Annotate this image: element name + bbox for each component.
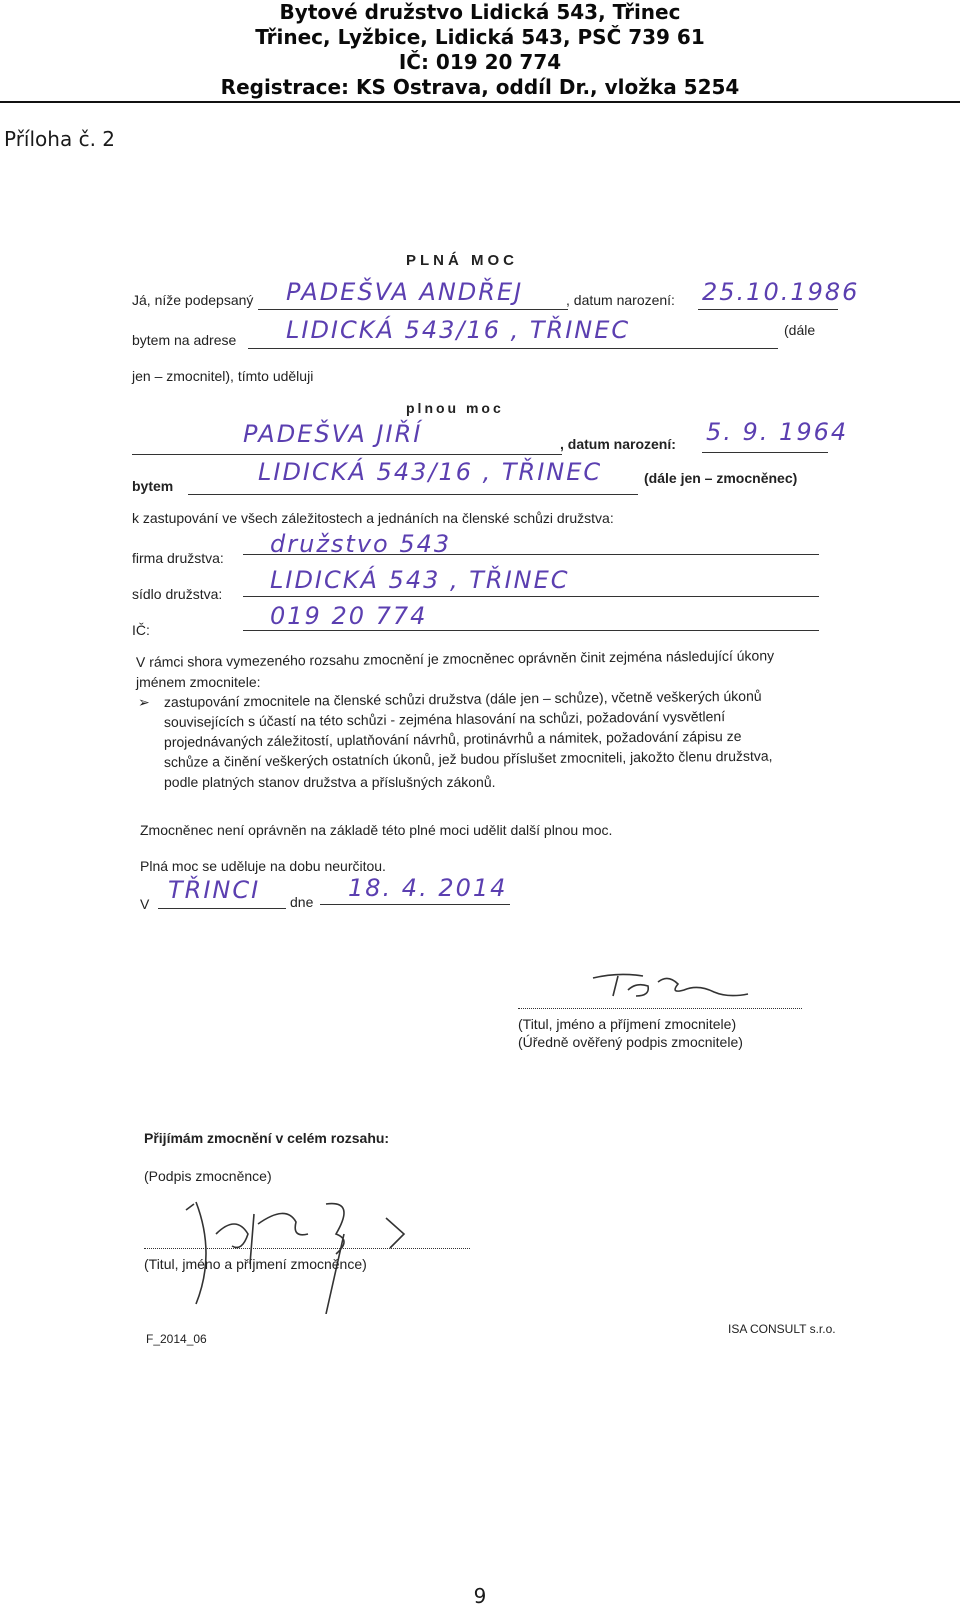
agent-name-line xyxy=(132,454,562,455)
firm-handwritten: družstvo 543 xyxy=(270,530,452,558)
date-label: dne xyxy=(290,894,314,910)
bullet-icon: ➢ xyxy=(138,694,150,710)
principal-address-label: bytem na adrese xyxy=(132,332,237,348)
agent-birth-label: , datum narození: xyxy=(560,436,676,452)
letterhead-line-2: Třinec, Lyžbice, Lidická 543, PSČ 739 61 xyxy=(255,25,705,49)
page-number: 9 xyxy=(473,1584,487,1608)
bullet-line-5: podle platných stanov družstva a příslušných zákonů. xyxy=(164,774,496,790)
date-handwritten: 18. 4. 2014 xyxy=(348,874,508,902)
seat-handwritten: LIDICKÁ 543 , TŘINEC xyxy=(270,566,570,594)
seat-line xyxy=(243,596,819,597)
principal-birth-line xyxy=(698,309,838,310)
form-title: PLNÁ MOC xyxy=(406,252,518,269)
agent-name-handwritten: PADEŠVA JIŘÍ xyxy=(243,420,423,448)
bullet-line-1: zastupování zmocnitele na členské schůzi družstva (dále jen – schůze), včetně veškerých úkonů xyxy=(163,687,762,710)
principal-signature-caption: (Úředně ověřený podpis zmocnitele) xyxy=(518,1034,743,1050)
agent-signature-label: (Podpis zmocněnce) xyxy=(144,1168,272,1184)
scanned-form xyxy=(8,152,942,1460)
company-name: ISA CONSULT s.r.o. xyxy=(728,1322,836,1336)
ic-label: IČ: xyxy=(132,622,150,638)
principal-intro: Já, níže podepsaný xyxy=(132,292,254,308)
date-line xyxy=(320,904,510,905)
bullet-line-4: schůze a činění veškerých ostatních úkonů, jež budou příslušet zmocniteli, jakožto členu družstva, xyxy=(163,747,773,770)
letterhead-line-3: IČ: 019 20 774 xyxy=(398,50,562,74)
principal-intro-end: jen – zmocnitel), tímto uděluji xyxy=(132,368,314,384)
acceptance-title: Přijímám zmocnění v celém rozsahu: xyxy=(144,1130,390,1146)
principal-name-line xyxy=(258,309,568,310)
agent-address-handwritten: LIDICKÁ 543/16 , TŘINEC xyxy=(258,458,603,486)
scope-intro: k zastupování ve všech záležitostech a jednáních na členské schůzi družstva: xyxy=(132,510,614,526)
agent-signature-line xyxy=(144,1248,470,1249)
scope-paragraph: V rámci shora vymezeného rozsahu zmocnění je zmocněnec oprávněn činit zejména následující úkony xyxy=(135,647,775,670)
bullet-line-2: souvisejících s účastí na této schůzi - zejména hlasování na schůzi, požadování vysvětlení xyxy=(163,708,726,730)
place-line xyxy=(158,908,286,909)
form-subtitle: plnou moc xyxy=(406,400,504,416)
principal-name-handwritten: PADEŠVA ANDŘEJ xyxy=(286,278,524,306)
letterhead-line-4: Registrace: KS Ostrava, oddíl Dr., vložka 5254 xyxy=(220,75,740,99)
letterhead-line-1: Bytové družstvo Lidická 543, Třinec xyxy=(279,0,681,24)
principal-signature-line xyxy=(518,1008,802,1009)
agent-signature xyxy=(176,1194,436,1314)
agent-name-caption: (Titul, jméno a příjmení zmocněnce) xyxy=(144,1256,367,1272)
seat-label: sídlo družstva: xyxy=(132,586,223,602)
agent-address-suffix: (dále jen – zmocněnec) xyxy=(644,470,798,486)
principal-signature xyxy=(588,970,758,1008)
attachment-label: Příloha č. 2 xyxy=(4,127,116,151)
place-handwritten: TŘINCI xyxy=(168,876,261,904)
principal-birth-handwritten: 25.10.1986 xyxy=(702,278,860,306)
principal-address-handwritten: LIDICKÁ 543/16 , TŘINEC xyxy=(286,316,631,344)
principal-address-line xyxy=(248,348,778,349)
agent-birth-line xyxy=(702,452,828,453)
duration-clause: Plná moc se uděluje na dobu neurčitou. xyxy=(140,858,386,874)
principal-birth-label: , datum narození: xyxy=(566,292,675,308)
ic-line xyxy=(243,630,819,631)
bullet-line-3: projednávaných záležitostí, uplatňování návrhů, protinávrhů a námitek, požadování zápisu ze xyxy=(163,727,742,750)
agent-address-label: bytem xyxy=(132,478,174,494)
principal-name-caption: (Titul, jméno a příjmení zmocnitele) xyxy=(518,1016,737,1032)
form-code: F_2014_06 xyxy=(146,1332,207,1346)
agent-address-line xyxy=(188,494,638,495)
no-substitution-clause: Zmocněnec není oprávněn na základě této plné moci udělit další plnou moc. xyxy=(140,822,613,838)
ic-handwritten: 019 20 774 xyxy=(270,602,428,630)
agent-birth-handwritten: 5. 9. 1964 xyxy=(706,418,849,446)
letterhead-rule xyxy=(0,101,960,103)
scope-paragraph-end: jménem zmocnitele: xyxy=(136,674,261,690)
firm-label: firma družstva: xyxy=(132,550,224,566)
principal-address-suffix: (dále xyxy=(784,322,816,338)
place-label: V xyxy=(140,896,150,912)
